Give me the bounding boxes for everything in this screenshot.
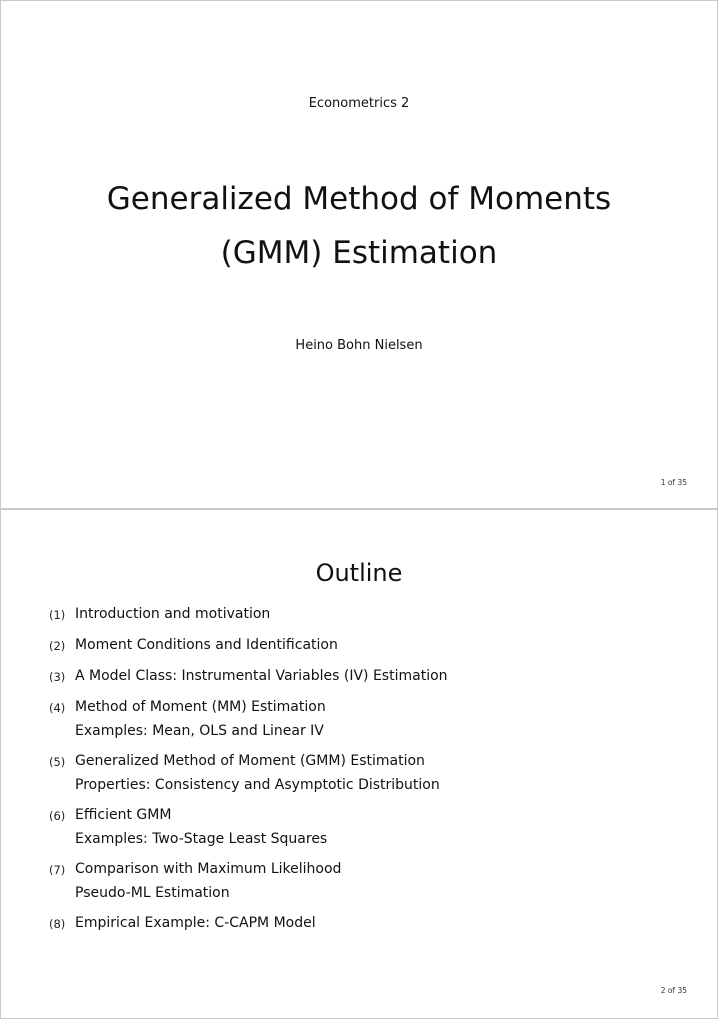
outline-item xyxy=(49,750,448,796)
item-text: Comparison with Maximum Likelihood xyxy=(75,861,342,877)
item-text: Empirical Example: C-CAPM Model xyxy=(75,915,316,931)
item-subtext: Properties: Consistency and Asymptotic Distribution xyxy=(75,777,440,793)
item-text: A Model Class: Instrumental Variables (IV) Estimation xyxy=(75,668,448,684)
author-name: Heino Bohn Nielsen xyxy=(295,338,423,353)
item-text: Method of Moment (MM) Estimation xyxy=(75,699,326,715)
title-line-2: (GMM) Estimation xyxy=(220,235,498,271)
outline-item xyxy=(49,696,448,742)
item-subtext: Pseudo-ML Estimation xyxy=(75,885,230,901)
item-subtext: Examples: Two-Stage Least Squares xyxy=(75,831,328,847)
outline-item xyxy=(49,665,448,688)
item-number: (1) xyxy=(49,608,66,622)
page-number: 1 of 35 xyxy=(660,478,687,487)
page-number: 2 of 35 xyxy=(660,986,687,995)
item-text: Efficient GMM xyxy=(75,807,172,823)
item-text: Moment Conditions and Identification xyxy=(75,637,338,653)
item-number: (8) xyxy=(49,917,66,931)
title-line-1: Generalized Method of Moments xyxy=(106,181,612,217)
item-number: (5) xyxy=(49,755,66,769)
item-number: (2) xyxy=(49,639,66,653)
outline-item xyxy=(49,634,448,657)
outline-heading: Outline xyxy=(315,559,403,587)
slide-outline xyxy=(0,509,718,1019)
item-number: (3) xyxy=(49,670,66,684)
item-text: Introduction and motivation xyxy=(75,606,271,622)
item-text: Generalized Method of Moment (GMM) Estimation xyxy=(75,753,425,769)
outline-item xyxy=(49,804,448,850)
course-name: Econometrics 2 xyxy=(308,96,410,111)
item-number: (4) xyxy=(49,701,66,715)
outline-item xyxy=(49,858,448,904)
outline-item xyxy=(49,912,448,935)
outline-list xyxy=(49,603,448,943)
item-subtext: Examples: Mean, OLS and Linear IV xyxy=(75,723,324,739)
slide-title xyxy=(0,0,718,509)
presentation-title xyxy=(1,172,717,280)
outline-item xyxy=(49,603,448,626)
item-number: (7) xyxy=(49,863,66,877)
item-number: (6) xyxy=(49,809,66,823)
